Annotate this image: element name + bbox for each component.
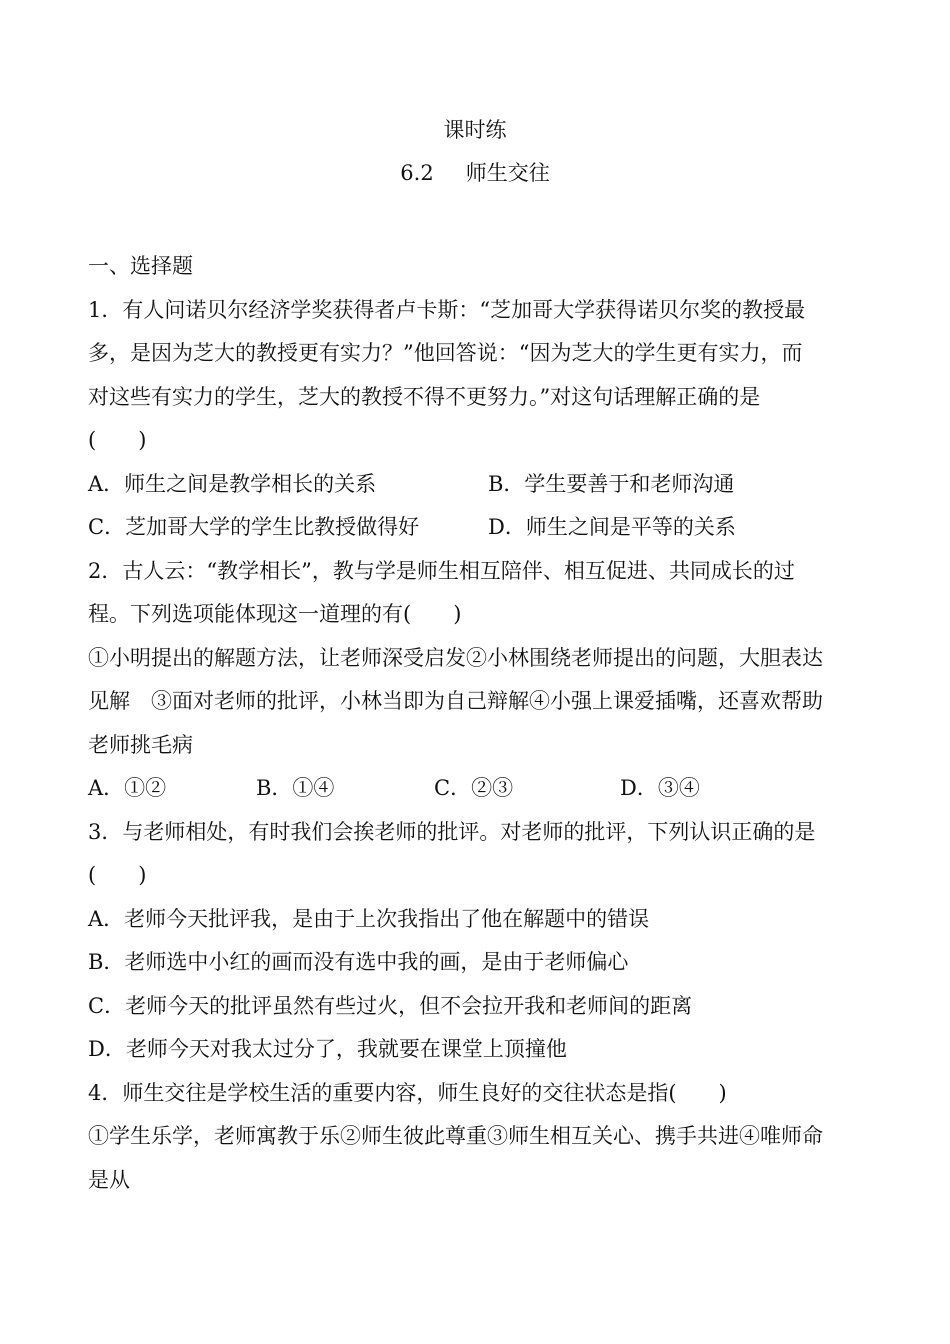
option-b: B．学生要善于和老师沟通 [488, 471, 735, 496]
option-row [88, 767, 868, 811]
question-text-line: ①小明提出的解题方法，让老师深受启发②小林围绕老师提出的问题，大胆表达 [88, 645, 823, 670]
question-4 [88, 1072, 868, 1203]
answer-bracket: ( ) [88, 863, 147, 887]
question-text-line: 程。下列选项能体现这一道理的有( ) [88, 602, 462, 626]
option-a: A．①② [88, 776, 167, 800]
question-text-line: 是从 [88, 1167, 130, 1192]
option-d: D．师生之间是平等的关系 [488, 515, 736, 539]
question-3 [88, 811, 868, 1072]
option-c: C．芝加哥大学的学生比教授做得好 [88, 515, 420, 539]
lesson-number: 6.2 [400, 161, 434, 185]
answer-bracket: ( ) [88, 428, 147, 452]
question-text-line: 多，是因为芝大的教授更有实力？”他回答说：“因为芝大的学生更有实力，而 [88, 341, 803, 365]
document-body [88, 245, 868, 1202]
option-b: B．老师选中小红的画而没有选中我的画，是由于老师偏心 [88, 950, 629, 974]
question-text-line: 1．有人问诺贝尔经济学奖获得者卢卡斯：“芝加哥大学获得诺贝尔奖的教授最 [88, 297, 806, 322]
question-text-line: 3．与老师相处，有时我们会挨老师的批评。对老师的批评，下列认识正确的是 [88, 819, 816, 844]
lesson-title: 师生交往 [465, 161, 550, 185]
question-1 [88, 289, 868, 550]
question-text-line: 见解 ③面对老师的批评，小林当即为自己辩解④小强上课爱插嘴，还喜欢帮助 [88, 689, 823, 713]
option-a: A．老师今天批评我，是由于上次我指出了他在解题中的错误 [88, 906, 650, 931]
lesson-heading [0, 159, 950, 187]
option-d: D．③④ [620, 776, 700, 800]
option-row [88, 506, 868, 550]
option-c: C．②③ [434, 776, 514, 800]
question-text-line: 4．师生交往是学校生活的重要内容，师生良好的交往状态是指( ) [88, 1080, 727, 1105]
question-text-line: ①学生乐学，老师寓教于乐②师生彼此尊重③师生相互关心、携手共进④唯师命 [88, 1124, 823, 1148]
question-2 [88, 550, 868, 811]
option-b: B．①④ [256, 776, 335, 800]
document-title: 课时练 [443, 118, 507, 142]
question-text-line: 对这些有实力的学生，芝大的教授不得不更努力。”对这句话理解正确的是 [88, 384, 761, 409]
option-row [88, 463, 868, 507]
option-d: D．老师今天对我太过分了，我就要在课堂上顶撞他 [88, 1037, 567, 1061]
question-text-line: 2．古人云：“教学相长”，教与学是师生相互陪伴、相互促进、共同成长的过 [88, 558, 795, 583]
section-heading: 一、选择题 [88, 254, 193, 278]
option-c: C．老师今天的批评虽然有些过火，但不会拉开我和老师间的距离 [88, 993, 693, 1018]
question-text-line: 老师挑毛病 [88, 732, 193, 757]
option-a: A．师生之间是教学相长的关系 [88, 471, 377, 496]
